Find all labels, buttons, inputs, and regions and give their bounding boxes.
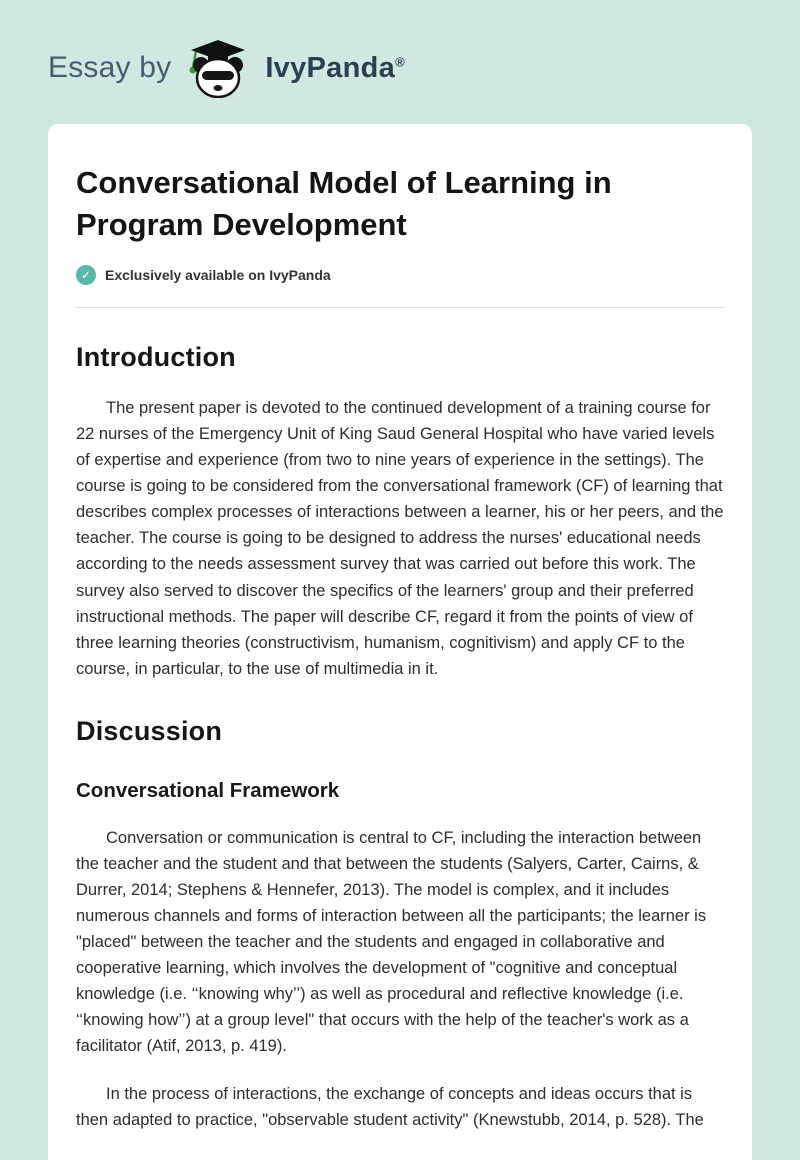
availability-badge bbox=[76, 265, 724, 285]
registered-mark: ® bbox=[395, 53, 405, 69]
availability-badge-text: Exclusively available on IvyPanda bbox=[105, 267, 331, 284]
essay-by-label: Essay by bbox=[48, 51, 172, 84]
ivypanda-logo-icon bbox=[185, 38, 251, 98]
page-header bbox=[0, 0, 800, 124]
header-divider bbox=[76, 307, 724, 308]
essay-card bbox=[48, 124, 752, 1160]
page-title: Conversational Model of Learning in Program Development bbox=[76, 165, 612, 242]
brand-name: IvyPanda® bbox=[265, 51, 405, 84]
framework-paragraph-1: Conversation or communication is central to CF, including the interaction between the teacher and the student and that between the students (Salyers, Carter, Cairns, & Durrer, 2014; Stephens & Hennefer, 2013). The model is complex, and it includes numerous channels and forms of interaction between all the participants; the learner is "placed" between the teacher and the students and engaged in collaborative and cooperative learning, which involves the development of "cognitive and conceptual knowledge (i.e. ‘‘knowing why’’) as well as procedural and reflective knowledge (i.e. ‘‘knowing how’’) at a group level" that occurs with the help of the teacher's work as a facilitator (Atif, 2013, p. 419). bbox=[76, 828, 707, 1056]
discussion-heading: Discussion bbox=[76, 715, 223, 746]
checkmark-icon: ✓ bbox=[76, 265, 96, 285]
conversational-framework-subheading: Conversational Framework bbox=[76, 778, 340, 802]
introduction-paragraph: The present paper is devoted to the continued development of a training course for 22 nurses of the Emergency Unit of King Saud General Hospital who have varied levels of expertise and experience (from two to nine years of experience in the settings). The course is going to be considered from the conversational framework (CF) of learning that describes complex processes of interactions between a learner, his or her peers, and the teacher. The course is going to be designed to address the nurses' educational needs according to the needs assessment survey that was carried out before this work. The survey also served to discover the specifics of the learners' group and their preferred instructional methods. The paper will describe CF, regard it from the points of view of three learning theories (constructivism, humanism, cognitivism) and apply CF to the course, in particular, to the use of multimedia in it. bbox=[76, 399, 724, 678]
introduction-heading: Introduction bbox=[76, 342, 236, 373]
framework-paragraph-2: In the process of interactions, the exchange of concepts and ideas occurs that is then adapted to practice, "observable student activity" (Knewstubb, 2014, p. 528). The bbox=[76, 1085, 704, 1130]
